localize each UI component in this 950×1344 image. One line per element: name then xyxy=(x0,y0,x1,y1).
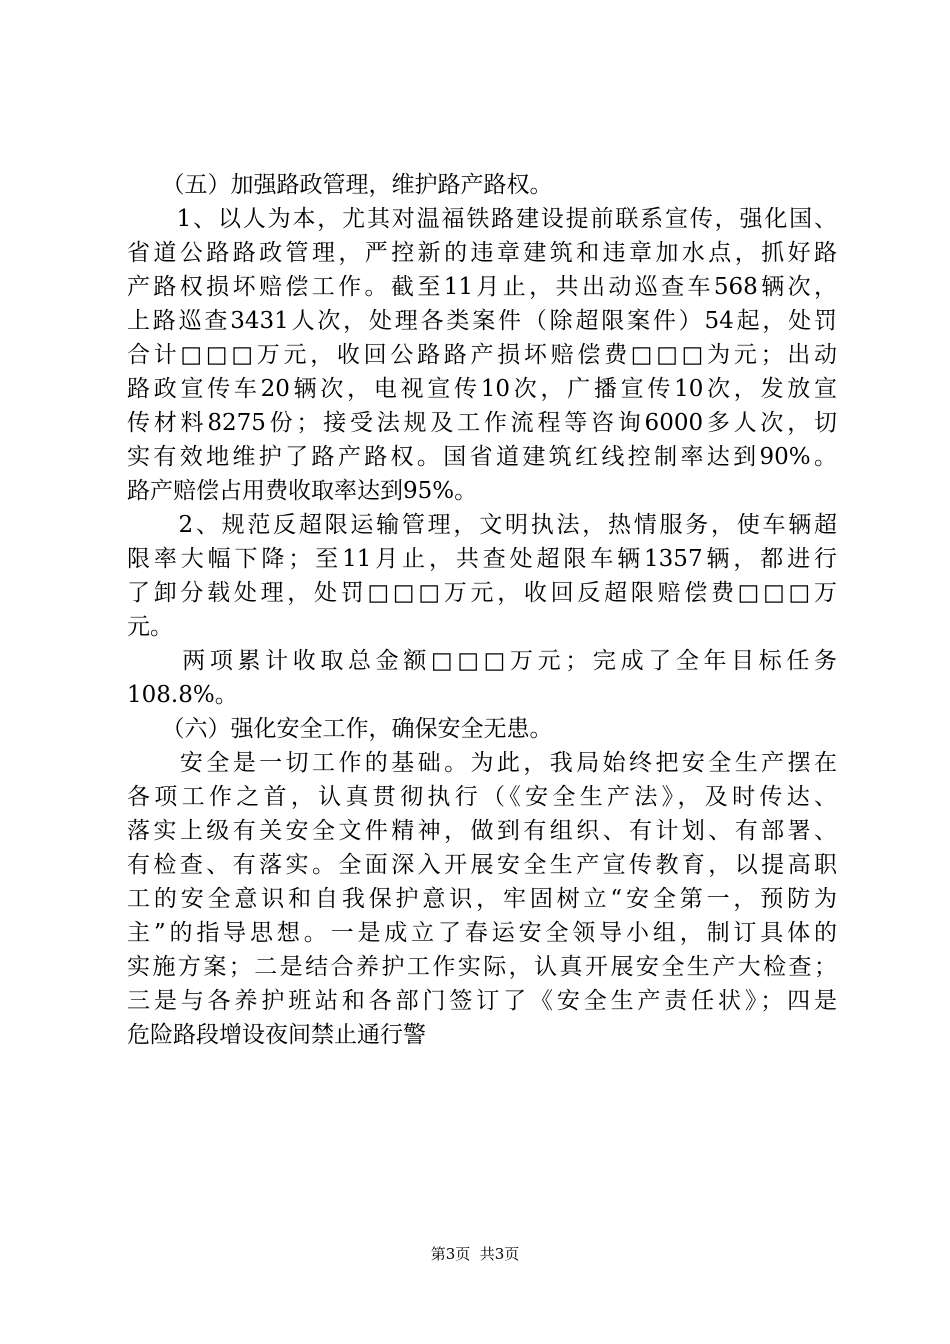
text-line: 三是与各养护班站和各部门签订了《安全生产责任状》；四是 xyxy=(127,988,837,1014)
document-body xyxy=(127,168,837,1052)
text-line: 2、规范反超限运输管理，文明执法，热情服务，使车辆超 xyxy=(127,512,837,538)
text-line: 了卸分载处理，处罚□□□万元，收回反超限赔偿费□□□万 xyxy=(127,580,837,606)
text-line: 元。 xyxy=(127,614,173,640)
text-line: 合计□□□万元，收回公路路产损坏赔偿费□□□为元；出动 xyxy=(127,342,837,368)
text-line: 工的安全意识和自我保护意识，牢固树立“安全第一，预防为 xyxy=(127,886,837,912)
text-line: 安全是一切工作的基础。为此，我局始终把安全生产摆在 xyxy=(127,750,837,776)
text-line: 产路权损坏赔偿工作。截至11月止，共出动巡查车568辆次， xyxy=(127,274,837,300)
text-line: 落实上级有关安全文件精神，做到有组织、有计划、有部署、 xyxy=(127,818,837,844)
text-line: 路政宣传车20辆次，电视宣传10次，广播宣传10次，发放宣 xyxy=(127,376,837,402)
page-footer xyxy=(0,1244,950,1264)
text-line: 108.8%。 xyxy=(127,682,238,708)
text-line: 上路巡查3431人次，处理各类案件（除超限案件）54起，处罚 xyxy=(127,308,837,334)
page-number: 第3页 共3页 xyxy=(430,1245,520,1263)
text-line: 限率大幅下降；至11月止，共查处超限车辆1357辆，都进行 xyxy=(127,546,837,572)
text-line: 危险路段增设夜间禁止通行警 xyxy=(127,1022,426,1048)
text-line: 实有效地维护了路产路权。国省道建筑红线控制率达到90%。 xyxy=(127,444,837,470)
text-line: 路产赔偿占用费收取率达到95%。 xyxy=(127,478,478,504)
text-line: 主”的指导思想。一是成立了春运安全领导小组，制订具体的 xyxy=(127,920,837,946)
text-line: 有检查、有落实。全面深入开展安全生产宣传教育，以提高职 xyxy=(127,852,837,878)
text-line: 省道公路路政管理，严控新的违章建筑和违章加水点，抓好路 xyxy=(127,240,837,266)
text-line: 各项工作之首，认真贯彻执行（《安全生产法》，及时传达、 xyxy=(127,784,837,810)
text-line: （五）加强路政管理，维护路产路权。 xyxy=(127,172,553,198)
text-line: 1、以人为本，尤其对温福铁路建设提前联系宣传，强化国、 xyxy=(127,206,837,232)
text-line: （六）强化安全工作，确保安全无患。 xyxy=(127,716,553,742)
text-line: 两项累计收取总金额□□□万元；完成了全年目标任务 xyxy=(127,648,837,674)
text-line: 实施方案；二是结合养护工作实际，认真开展安全生产大检查； xyxy=(127,954,837,980)
text-line: 传材料8275份；接受法规及工作流程等咨询6000多人次，切 xyxy=(127,410,837,436)
